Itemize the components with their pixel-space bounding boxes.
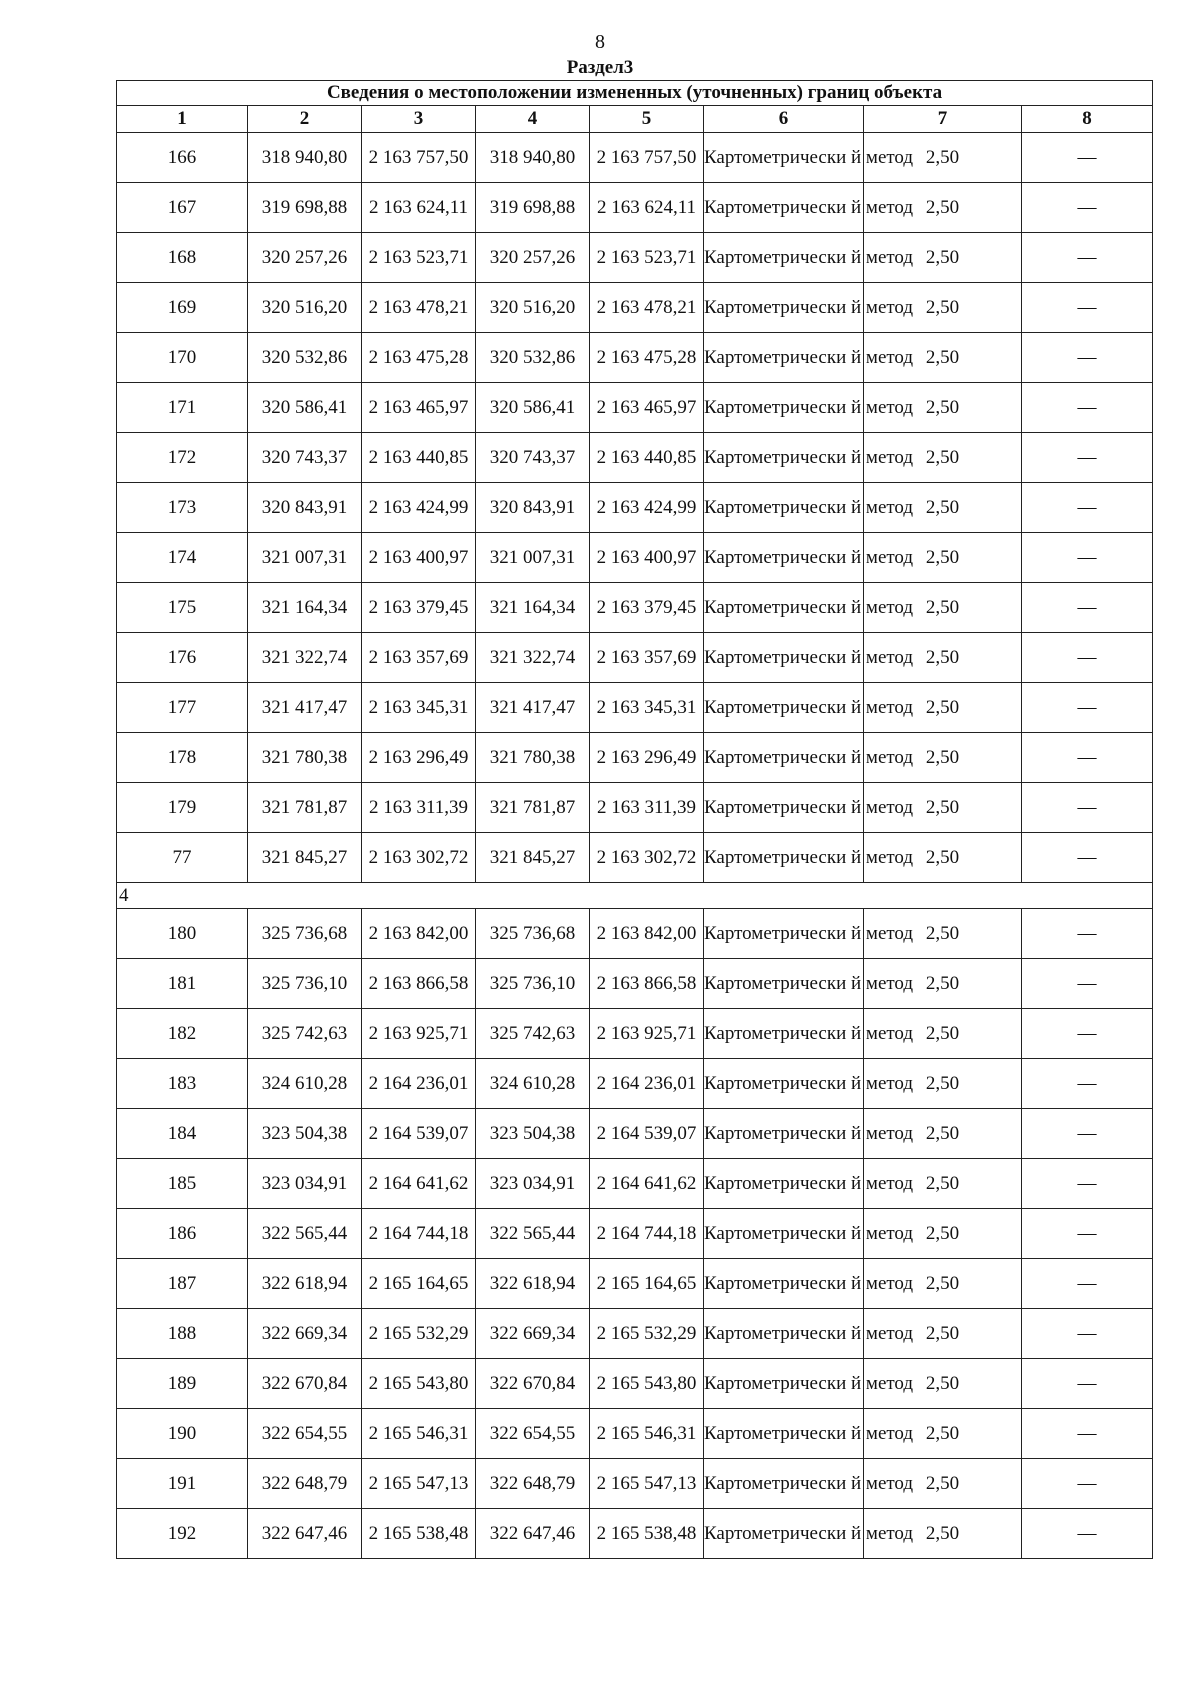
method-cell: Картометрически й метод	[704, 959, 864, 1009]
x-old-cell: 325 736,10	[248, 959, 362, 1009]
x-old-cell: 323 504,38	[248, 1109, 362, 1159]
point-number-cell: 189	[117, 1359, 248, 1409]
point-number-cell: 185	[117, 1159, 248, 1209]
precision-cell: 2,50	[864, 633, 1022, 683]
description-cell: —	[1022, 1259, 1153, 1309]
method-cell: Картометрически й метод	[704, 533, 864, 583]
method-cell: Картометрически й метод	[704, 633, 864, 683]
table-row	[117, 733, 1153, 783]
x-old-cell: 325 736,68	[248, 909, 362, 959]
description-cell: —	[1022, 683, 1153, 733]
table-row	[117, 633, 1153, 683]
x-old-cell: 322 647,46	[248, 1509, 362, 1559]
y-new-cell: 2 163 757,50	[590, 133, 704, 183]
x-old-cell: 321 007,31	[248, 533, 362, 583]
y-old-cell: 2 163 296,49	[362, 733, 476, 783]
y-old-cell: 2 163 842,00	[362, 909, 476, 959]
table-row	[117, 1309, 1153, 1359]
y-old-cell: 2 165 532,29	[362, 1309, 476, 1359]
table-row	[117, 1459, 1153, 1509]
description-cell: —	[1022, 383, 1153, 433]
method-cell: Картометрически й метод	[704, 1159, 864, 1209]
x-new-cell: 320 516,20	[476, 283, 590, 333]
description-cell: —	[1022, 1009, 1153, 1059]
method-cell: Картометрически й метод	[704, 1309, 864, 1359]
y-new-cell: 2 165 546,31	[590, 1409, 704, 1459]
point-number-cell: 178	[117, 733, 248, 783]
x-old-cell: 322 648,79	[248, 1459, 362, 1509]
table-row	[117, 833, 1153, 883]
y-new-cell: 2 163 475,28	[590, 333, 704, 383]
table-row	[117, 333, 1153, 383]
x-new-cell: 324 610,28	[476, 1059, 590, 1109]
x-old-cell: 318 940,80	[248, 133, 362, 183]
point-number-cell: 171	[117, 383, 248, 433]
x-new-cell: 321 417,47	[476, 683, 590, 733]
method-cell: Картометрически й метод	[704, 1459, 864, 1509]
y-old-cell: 2 163 400,97	[362, 533, 476, 583]
precision-cell: 2,50	[864, 483, 1022, 533]
precision-cell: 2,50	[864, 1309, 1022, 1359]
precision-cell: 2,50	[864, 783, 1022, 833]
table-row	[117, 133, 1153, 183]
contour-group-row	[117, 883, 1153, 909]
y-old-cell: 2 164 236,01	[362, 1059, 476, 1109]
method-cell: Картометрически й метод	[704, 183, 864, 233]
method-cell: Картометрически й метод	[704, 1209, 864, 1259]
table-row	[117, 1509, 1153, 1559]
description-cell: —	[1022, 583, 1153, 633]
table-row	[117, 183, 1153, 233]
point-number-cell: 191	[117, 1459, 248, 1509]
x-new-cell: 321 845,27	[476, 833, 590, 883]
precision-cell: 2,50	[864, 1459, 1022, 1509]
precision-cell: 2,50	[864, 1159, 1022, 1209]
point-number-cell: 192	[117, 1509, 248, 1559]
y-old-cell: 2 164 641,62	[362, 1159, 476, 1209]
table-row	[117, 1109, 1153, 1159]
x-new-cell: 320 743,37	[476, 433, 590, 483]
point-number-cell: 183	[117, 1059, 248, 1109]
x-old-cell: 322 565,44	[248, 1209, 362, 1259]
y-new-cell: 2 164 539,07	[590, 1109, 704, 1159]
y-new-cell: 2 163 296,49	[590, 733, 704, 783]
x-old-cell: 321 780,38	[248, 733, 362, 783]
precision-cell: 2,50	[864, 1209, 1022, 1259]
x-old-cell: 321 322,74	[248, 633, 362, 683]
y-old-cell: 2 163 311,39	[362, 783, 476, 833]
precision-cell: 2,50	[864, 233, 1022, 283]
precision-cell: 2,50	[864, 683, 1022, 733]
table-row	[117, 233, 1153, 283]
x-new-cell: 322 618,94	[476, 1259, 590, 1309]
precision-cell: 2,50	[864, 433, 1022, 483]
x-old-cell: 320 586,41	[248, 383, 362, 433]
x-old-cell: 321 417,47	[248, 683, 362, 733]
x-new-cell: 321 322,74	[476, 633, 590, 683]
x-new-cell: 321 164,34	[476, 583, 590, 633]
y-old-cell: 2 163 302,72	[362, 833, 476, 883]
precision-cell: 2,50	[864, 1009, 1022, 1059]
method-cell: Картометрически й метод	[704, 1259, 864, 1309]
x-old-cell: 321 845,27	[248, 833, 362, 883]
x-new-cell: 319 698,88	[476, 183, 590, 233]
y-new-cell: 2 163 311,39	[590, 783, 704, 833]
x-new-cell: 322 565,44	[476, 1209, 590, 1259]
table-row	[117, 1259, 1153, 1309]
column-number: 1	[117, 106, 248, 133]
y-old-cell: 2 163 345,31	[362, 683, 476, 733]
section-title: Раздел3	[566, 57, 634, 78]
y-old-cell: 2 165 164,65	[362, 1259, 476, 1309]
description-cell: —	[1022, 483, 1153, 533]
method-cell: Картометрически й метод	[704, 1509, 864, 1559]
description-cell: —	[1022, 433, 1153, 483]
column-number: 7	[864, 106, 1022, 133]
precision-cell: 2,50	[864, 1509, 1022, 1559]
table-row	[117, 583, 1153, 633]
y-old-cell: 2 163 866,58	[362, 959, 476, 1009]
table-row	[117, 433, 1153, 483]
x-new-cell: 321 781,87	[476, 783, 590, 833]
point-number-cell: 169	[117, 283, 248, 333]
table-row	[117, 783, 1153, 833]
description-cell: —	[1022, 909, 1153, 959]
description-cell: —	[1022, 533, 1153, 583]
y-old-cell: 2 163 465,97	[362, 383, 476, 433]
column-number: 5	[590, 106, 704, 133]
y-new-cell: 2 163 357,69	[590, 633, 704, 683]
x-old-cell: 320 743,37	[248, 433, 362, 483]
point-number-cell: 184	[117, 1109, 248, 1159]
column-number: 4	[476, 106, 590, 133]
table-body	[117, 133, 1153, 1559]
point-number-cell: 77	[117, 833, 248, 883]
point-number-cell: 175	[117, 583, 248, 633]
column-number: 6	[704, 106, 864, 133]
x-new-cell: 321 007,31	[476, 533, 590, 583]
precision-cell: 2,50	[864, 1259, 1022, 1309]
description-cell: —	[1022, 1109, 1153, 1159]
method-cell: Картометрически й метод	[704, 483, 864, 533]
method-cell: Картометрически й метод	[704, 133, 864, 183]
method-cell: Картометрически й метод	[704, 283, 864, 333]
description-cell: —	[1022, 183, 1153, 233]
x-old-cell: 323 034,91	[248, 1159, 362, 1209]
table-row	[117, 1009, 1153, 1059]
y-old-cell: 2 163 478,21	[362, 283, 476, 333]
coordinates-table	[116, 80, 1153, 1559]
table-row	[117, 1359, 1153, 1409]
x-new-cell: 321 780,38	[476, 733, 590, 783]
method-cell: Картометрически й метод	[704, 833, 864, 883]
x-new-cell: 322 648,79	[476, 1459, 590, 1509]
method-cell: Картометрически й метод	[704, 583, 864, 633]
method-cell: Картометрически й метод	[704, 383, 864, 433]
y-new-cell: 2 165 164,65	[590, 1259, 704, 1309]
x-new-cell: 323 034,91	[476, 1159, 590, 1209]
y-new-cell: 2 163 624,11	[590, 183, 704, 233]
x-new-cell: 322 669,34	[476, 1309, 590, 1359]
x-old-cell: 320 532,86	[248, 333, 362, 383]
method-cell: Картометрически й метод	[704, 909, 864, 959]
y-old-cell: 2 163 440,85	[362, 433, 476, 483]
y-new-cell: 2 164 744,18	[590, 1209, 704, 1259]
y-old-cell: 2 165 546,31	[362, 1409, 476, 1459]
y-old-cell: 2 163 925,71	[362, 1009, 476, 1059]
description-cell: —	[1022, 233, 1153, 283]
description-cell: —	[1022, 1509, 1153, 1559]
description-cell: —	[1022, 1459, 1153, 1509]
x-old-cell: 322 670,84	[248, 1359, 362, 1409]
y-old-cell: 2 165 547,13	[362, 1459, 476, 1509]
y-new-cell: 2 163 866,58	[590, 959, 704, 1009]
table-row	[117, 1059, 1153, 1109]
x-new-cell: 325 742,63	[476, 1009, 590, 1059]
point-number-cell: 177	[117, 683, 248, 733]
x-old-cell: 321 164,34	[248, 583, 362, 633]
y-new-cell: 2 165 547,13	[590, 1459, 704, 1509]
method-cell: Картометрически й метод	[704, 1109, 864, 1159]
x-old-cell: 322 669,34	[248, 1309, 362, 1359]
point-number-cell: 170	[117, 333, 248, 383]
y-new-cell: 2 165 543,80	[590, 1359, 704, 1409]
x-old-cell: 322 654,55	[248, 1409, 362, 1459]
precision-cell: 2,50	[864, 583, 1022, 633]
description-cell: —	[1022, 733, 1153, 783]
y-new-cell: 2 163 523,71	[590, 233, 704, 283]
table-row	[117, 909, 1153, 959]
precision-cell: 2,50	[864, 959, 1022, 1009]
description-cell: —	[1022, 1359, 1153, 1409]
method-cell: Картометрически й метод	[704, 333, 864, 383]
point-number-cell: 180	[117, 909, 248, 959]
point-number-cell: 172	[117, 433, 248, 483]
precision-cell: 2,50	[864, 383, 1022, 433]
y-new-cell: 2 163 842,00	[590, 909, 704, 959]
point-number-cell: 188	[117, 1309, 248, 1359]
table-row	[117, 959, 1153, 1009]
precision-cell: 2,50	[864, 1109, 1022, 1159]
point-number-cell: 187	[117, 1259, 248, 1309]
description-cell: —	[1022, 833, 1153, 883]
x-new-cell: 325 736,68	[476, 909, 590, 959]
description-cell: —	[1022, 959, 1153, 1009]
x-new-cell: 320 257,26	[476, 233, 590, 283]
point-number-cell: 174	[117, 533, 248, 583]
point-number-cell: 168	[117, 233, 248, 283]
y-new-cell: 2 163 379,45	[590, 583, 704, 633]
y-old-cell: 2 165 538,48	[362, 1509, 476, 1559]
precision-cell: 2,50	[864, 833, 1022, 883]
point-number-cell: 176	[117, 633, 248, 683]
y-old-cell: 2 163 757,50	[362, 133, 476, 183]
y-old-cell: 2 164 539,07	[362, 1109, 476, 1159]
x-new-cell: 322 670,84	[476, 1359, 590, 1409]
precision-cell: 2,50	[864, 283, 1022, 333]
table-row	[117, 533, 1153, 583]
x-new-cell: 322 654,55	[476, 1409, 590, 1459]
method-cell: Картометрически й метод	[704, 1059, 864, 1109]
description-cell: —	[1022, 1159, 1153, 1209]
table-row	[117, 283, 1153, 333]
description-cell: —	[1022, 633, 1153, 683]
y-new-cell: 2 163 440,85	[590, 433, 704, 483]
precision-cell: 2,50	[864, 909, 1022, 959]
y-new-cell: 2 164 641,62	[590, 1159, 704, 1209]
description-cell: —	[1022, 133, 1153, 183]
x-old-cell: 325 742,63	[248, 1009, 362, 1059]
contour-group-label: 4	[117, 883, 1153, 909]
y-old-cell: 2 163 523,71	[362, 233, 476, 283]
precision-cell: 2,50	[864, 183, 1022, 233]
table-caption: Сведения о местоположении измененных (уточненных) границ объекта	[117, 81, 1153, 106]
x-old-cell: 324 610,28	[248, 1059, 362, 1109]
method-cell: Картометрически й метод	[704, 1359, 864, 1409]
x-new-cell: 320 843,91	[476, 483, 590, 533]
column-number-row	[117, 106, 1153, 133]
y-new-cell: 2 164 236,01	[590, 1059, 704, 1109]
description-cell: —	[1022, 783, 1153, 833]
method-cell: Картометрически й метод	[704, 433, 864, 483]
description-cell: —	[1022, 1059, 1153, 1109]
description-cell: —	[1022, 283, 1153, 333]
y-old-cell: 2 163 357,69	[362, 633, 476, 683]
description-cell: —	[1022, 1309, 1153, 1359]
point-number-cell: 190	[117, 1409, 248, 1459]
x-new-cell: 322 647,46	[476, 1509, 590, 1559]
table-row	[117, 483, 1153, 533]
y-new-cell: 2 165 532,29	[590, 1309, 704, 1359]
y-new-cell: 2 165 538,48	[590, 1509, 704, 1559]
x-old-cell: 322 618,94	[248, 1259, 362, 1309]
precision-cell: 2,50	[864, 133, 1022, 183]
column-number: 3	[362, 106, 476, 133]
y-old-cell: 2 165 543,80	[362, 1359, 476, 1409]
precision-cell: 2,50	[864, 1359, 1022, 1409]
x-new-cell: 323 504,38	[476, 1109, 590, 1159]
method-cell: Картометрически й метод	[704, 683, 864, 733]
point-number-cell: 179	[117, 783, 248, 833]
y-old-cell: 2 163 379,45	[362, 583, 476, 633]
y-old-cell: 2 164 744,18	[362, 1209, 476, 1259]
table-row	[117, 683, 1153, 733]
x-old-cell: 320 516,20	[248, 283, 362, 333]
x-old-cell: 319 698,88	[248, 183, 362, 233]
page-number: 8	[595, 31, 605, 53]
y-new-cell: 2 163 345,31	[590, 683, 704, 733]
y-new-cell: 2 163 400,97	[590, 533, 704, 583]
column-number: 8	[1022, 106, 1153, 133]
precision-cell: 2,50	[864, 733, 1022, 783]
table-row	[117, 1209, 1153, 1259]
point-number-cell: 186	[117, 1209, 248, 1259]
precision-cell: 2,50	[864, 533, 1022, 583]
y-old-cell: 2 163 475,28	[362, 333, 476, 383]
description-cell: —	[1022, 333, 1153, 383]
description-cell: —	[1022, 1209, 1153, 1259]
y-old-cell: 2 163 424,99	[362, 483, 476, 533]
method-cell: Картометрически й метод	[704, 783, 864, 833]
method-cell: Картометрически й метод	[704, 233, 864, 283]
point-number-cell: 182	[117, 1009, 248, 1059]
method-cell: Картометрически й метод	[704, 1009, 864, 1059]
x-new-cell: 325 736,10	[476, 959, 590, 1009]
y-new-cell: 2 163 478,21	[590, 283, 704, 333]
x-new-cell: 320 532,86	[476, 333, 590, 383]
x-old-cell: 320 257,26	[248, 233, 362, 283]
table-row	[117, 1159, 1153, 1209]
description-cell: —	[1022, 1409, 1153, 1459]
point-number-cell: 181	[117, 959, 248, 1009]
y-new-cell: 2 163 925,71	[590, 1009, 704, 1059]
precision-cell: 2,50	[864, 1059, 1022, 1109]
x-new-cell: 320 586,41	[476, 383, 590, 433]
table-row	[117, 383, 1153, 433]
y-new-cell: 2 163 465,97	[590, 383, 704, 433]
y-new-cell: 2 163 302,72	[590, 833, 704, 883]
x-old-cell: 320 843,91	[248, 483, 362, 533]
point-number-cell: 173	[117, 483, 248, 533]
precision-cell: 2,50	[864, 1409, 1022, 1459]
precision-cell: 2,50	[864, 333, 1022, 383]
point-number-cell: 167	[117, 183, 248, 233]
method-cell: Картометрически й метод	[704, 1409, 864, 1459]
x-old-cell: 321 781,87	[248, 783, 362, 833]
y-old-cell: 2 163 624,11	[362, 183, 476, 233]
method-cell: Картометрически й метод	[704, 733, 864, 783]
column-number: 2	[248, 106, 362, 133]
x-new-cell: 318 940,80	[476, 133, 590, 183]
y-new-cell: 2 163 424,99	[590, 483, 704, 533]
point-number-cell: 166	[117, 133, 248, 183]
table-row	[117, 1409, 1153, 1459]
